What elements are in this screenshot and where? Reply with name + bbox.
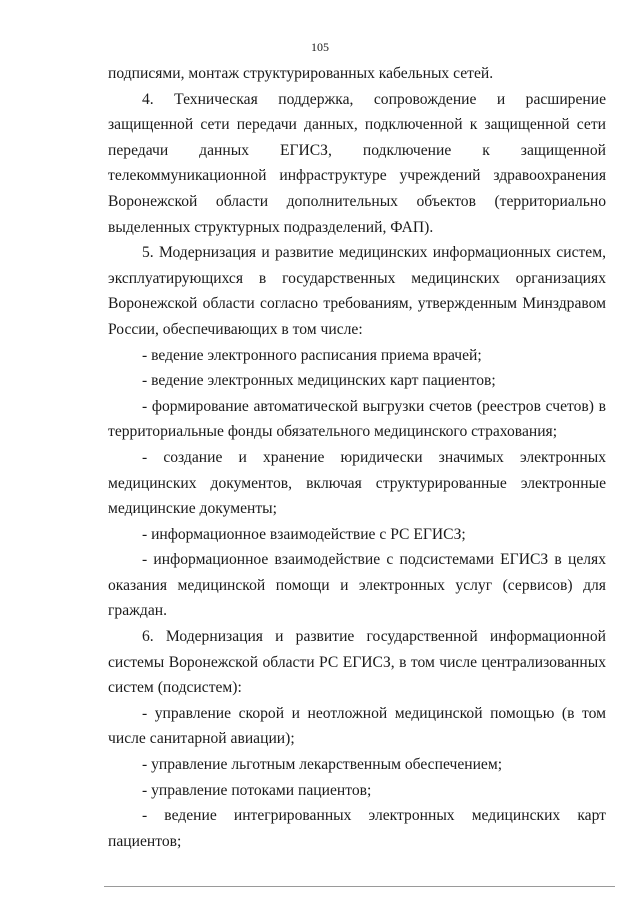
list-item: - ведение интегрированных электронных медицинских карт пациентов; (108, 807, 606, 850)
list-item: - информационное взаимодействие с подсистемами ЕГИСЗ в целях оказания медицинской помощи и электронных услуг (сервисов) для граждан. (108, 551, 606, 620)
paragraph-continuation: подписями, монтаж структурированных кабельных сетей. (108, 65, 494, 82)
paragraph-item-5: 5. Модернизация и развитие медицинских информационных систем, эксплуатирующихся в государственных медицинских организациях Воронежской области согласно требованиям, утвержденным Минздравом России, обеспечивающих в том числе: (108, 244, 606, 338)
document-body (108, 61, 606, 854)
list-item: - управление потоками пациентов; (142, 781, 372, 799)
list-item: - управление льготным лекарственным обеспечением; (142, 756, 503, 774)
page-number: 105 (311, 40, 329, 54)
list-item: - управление скорой и неотложной медицинской помощью (в том числе санитарной авиации); (108, 704, 606, 748)
list-item: - информационное взаимодействие с РС ЕГИСЗ; (142, 525, 466, 543)
footer-divider (104, 886, 615, 887)
list-item: - ведение электронных медицинских карт пациентов; (142, 372, 496, 390)
list-item: - ведение электронного расписания приема врачей; (142, 346, 482, 364)
list-item: - формирование автоматической выгрузки счетов (реестров счетов) в территориальные фонды обязательного медицинского страхования; (108, 397, 606, 441)
list-item: - создание и хранение юридически значимых электронных медицинских документов, включая структурированные электронные медицинские документы; (108, 448, 606, 518)
paragraph-item-6: 6. Модернизация и развитие государственной информационной системы Воронежской области РС ЕГИСЗ, в том числе централизованных систем (подсистем): (108, 628, 606, 697)
paragraph-item-4: 4. Техническая поддержка, сопровождение и расширение защищенной сети передачи данных, подключенной к защищенной сети передачи данных ЕГИСЗ, подключение к защищенной телекоммуникационной инфраструктуре учреждений здравоохранения Воронежской области дополнительных объектов (территориально выделенных структурных подразделений, ФАП). (108, 90, 606, 236)
